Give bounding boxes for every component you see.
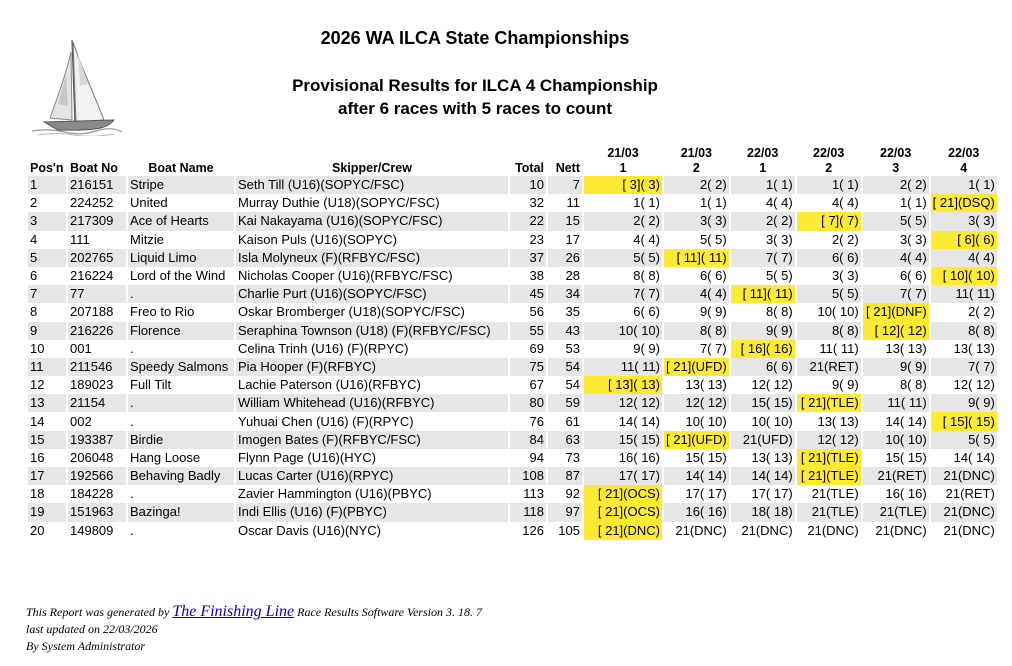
cell-race-result: 21(DNC) [943,522,995,538]
cell-pos: 3 [28,212,66,230]
cell-skipper: Lachie Paterson (U16)(RFBYC) [238,377,421,393]
cell-race-result: 4( 4) [863,249,929,267]
cell-skipper: William Whitehead (U16)(RFBYC) [236,394,508,412]
cell-skipper: Seraphina Townson (U18) (F)(RFBYC/FSC) [236,322,508,340]
cell-boat-no: 193387 [68,431,126,449]
cell-boat-no: 206048 [70,449,114,465]
cell-pos: 4 [30,231,38,247]
table-row [28,176,997,194]
cell-race-result: 13( 13) [953,340,995,356]
cell-race-result: 14( 14) [664,467,729,485]
cell-race-result: 2( 2) [731,212,795,230]
cell-boat-name: Behaving Badly [128,467,234,485]
cell-total: 76 [529,413,544,429]
cell-race-result: [ 21](OCS) [584,485,662,503]
cell-total: 67 [529,377,544,393]
cell-total: 23 [529,231,544,247]
cell-race-result: 1( 1) [899,195,927,211]
cell-race-result: [ 21](DNF) [863,303,929,321]
cell-total: 55 [510,322,546,340]
cell-race-result: 5( 5) [765,268,793,284]
cell-race-result: 12( 12) [584,394,662,412]
generated-by-line: This Report was generated by The Finishing Line Race Results Software Version 3. 18. 7 [26,603,482,620]
cell-race-result: 21(RET) [945,486,995,502]
cell-race-result: 5( 5) [931,431,997,449]
cell-race-result: 11( 11) [819,340,859,356]
cell-race-result: 2( 2) [584,212,662,230]
cell-race-result: 11( 11) [863,394,929,412]
cell-race-result: 13( 13) [685,377,727,393]
header-race: 22/03 1 [747,146,779,175]
table-row [28,376,997,394]
cell-skipper: Oscar Davis (U16)(NYC) [238,522,382,538]
cell-race-result: 21(DNC) [807,522,859,538]
cell-nett: 43 [548,322,582,340]
cell-race-result: 7( 7) [699,340,727,356]
cell-race-result: 6( 6) [633,304,660,320]
cell-total: 80 [510,394,546,412]
cell-race-result: 1( 1) [731,176,795,194]
cell-pos: 2 [30,195,38,211]
cell-boat-name: Ace of Hearts [128,212,234,230]
header-race: 21/03 1 [607,146,639,175]
table-row [28,394,997,412]
cell-race-result: [ 11]( 11) [731,285,795,303]
cell-race-result: [ 21](TLE) [797,394,861,412]
cell-pos: 17 [28,467,66,485]
cell-nett: 87 [548,467,582,485]
table-row [28,322,997,340]
cell-boat-name: Hang Loose [130,449,201,465]
cell-nett: 63 [548,431,582,449]
cell-total: 37 [510,249,546,267]
cell-race-result: 21(DNC) [675,522,727,538]
header-pos: Pos'n [30,161,64,175]
cell-race-result: 14( 14) [618,413,660,429]
cell-race-result: [ 12]( 12) [863,322,929,340]
cell-race-result: 21(DNC) [931,467,997,485]
table-row [28,303,997,321]
table-row [28,231,997,249]
cell-race-result: 12( 12) [953,377,995,393]
table-row [28,212,997,230]
results-body [28,176,997,540]
cell-skipper: Lucas Carter (U16)(RPYC) [236,467,508,485]
cell-total: 126 [522,522,544,538]
cell-race-result: [ 11]( 11) [664,249,729,267]
cell-race-result: 8( 8) [633,268,660,284]
cell-race-result: 18( 18) [731,503,795,521]
cell-race-result: 21(DNC) [875,522,927,538]
sailboat-logo-icon [28,34,124,136]
cell-race-result: 5( 5) [584,249,662,267]
cell-skipper: Imogen Bates (F)(RFBYC/FSC) [236,431,508,449]
cell-nett: 28 [565,268,580,284]
cell-race-result: [ 21](UFD) [664,431,729,449]
races-count-subtitle: after 6 races with 5 races to count [338,99,612,118]
cell-race-result: 21(UFD) [731,431,795,449]
cell-boat-name: Bazinga! [128,503,234,521]
cell-nett: 105 [558,522,580,538]
cell-race-result: 4( 4) [831,195,859,211]
table-row [28,358,997,376]
cell-race-result: 9( 9) [831,377,859,393]
cell-race-result: 16( 16) [885,486,927,502]
cell-nett: 7 [548,176,582,194]
cell-skipper: Yuhuai Chen (U16) (F)(RPYC) [238,413,414,429]
cell-race-result: [ 21](DNC) [584,522,662,540]
table-row [28,485,997,503]
cell-race-result: 2( 2) [831,231,859,247]
table-row [28,431,997,449]
cell-nett: 97 [548,503,582,521]
header-boat-name: Boat Name [148,161,214,175]
cell-race-result: 9( 9) [731,322,795,340]
cell-pos: 6 [30,268,38,284]
cell-boat-name: Stripe [128,176,234,194]
table-row [28,412,997,430]
cell-total: 45 [510,285,546,303]
cell-race-result: 21(DNC) [741,522,793,538]
cell-race-result: 17( 17) [751,486,793,502]
cell-boat-no: 189023 [70,377,114,393]
header-race: 21/03 2 [680,146,712,175]
cell-race-result: 7( 7) [931,358,997,376]
cell-total: 84 [510,431,546,449]
cell-boat-no: 216151 [68,176,126,194]
cell-boat-no: 111 [70,231,90,247]
cell-boat-name: . [130,486,134,502]
page-title: 2026 WA ILCA State Championships [320,28,630,48]
cell-race-result: 3( 3) [931,212,997,230]
cell-race-result: [ 3]( 3) [584,176,662,194]
cell-race-result: [ 21](UFD) [664,358,729,376]
cell-boat-name: . [128,285,234,303]
cell-boat-no: 21154 [68,394,126,412]
cell-skipper: Seth Till (U16)(SOPYC/FSC) [236,176,508,194]
cell-total: 118 [510,503,546,521]
cell-boat-no: 184228 [70,486,114,502]
finishing-line-link[interactable]: The Finishing Line [172,603,295,620]
cell-race-result: 7( 7) [731,249,795,267]
cell-race-result: 12( 12) [664,394,729,412]
cell-race-result: 9( 9) [633,340,660,356]
cell-skipper: Flynn Page (U16)(HYC) [238,449,376,465]
cell-race-result: 21(TLE) [797,503,861,521]
cell-nett: 11 [566,195,580,211]
cell-boat-no: 224252 [70,195,114,211]
cell-race-result: 4( 4) [765,195,793,211]
cell-boat-name: United [130,195,168,211]
cell-race-result: 21(DNC) [931,503,997,521]
cell-race-result: 9( 9) [863,358,929,376]
cell-nett: 73 [565,449,580,465]
cell-race-result: 6( 6) [731,358,795,376]
cell-race-result: 21(RET) [863,467,929,485]
table-row [28,249,997,267]
cell-race-result: [ 21](OCS) [584,503,662,521]
cell-skipper: Kai Nakayama (U16)(SOPYC/FSC) [236,212,508,230]
cell-race-result: 10( 10) [863,431,929,449]
cell-nett: 35 [565,304,580,320]
cell-race-result: 7( 7) [584,285,662,303]
cell-boat-no: 151963 [68,503,126,521]
cell-boat-no: 216226 [68,322,126,340]
cell-total: 113 [523,486,544,502]
cell-race-result: 2( 2) [664,176,729,194]
cell-pos: 7 [28,285,66,303]
cell-race-result: 1( 1) [931,176,997,194]
table-row [28,522,997,540]
cell-race-result: 21(TLE) [863,503,929,521]
cell-race-result: 15( 15) [731,394,795,412]
cell-race-result: 16( 16) [618,449,660,465]
cell-nett: 34 [548,285,582,303]
cell-nett: 61 [565,413,580,429]
cell-race-result: [ 13]( 13) [584,376,662,394]
header-boat-no: Boat No [70,161,118,175]
cell-boat-no: 002 [70,413,92,429]
cell-boat-name: . [130,340,134,356]
cell-race-result: 6( 6) [899,268,927,284]
cell-boat-name: Mitzie [130,231,164,247]
cell-total: 10 [510,176,546,194]
table-row [28,285,997,303]
last-updated: last updated on 22/03/2026 [26,622,158,636]
header-nett: Nett [555,161,580,175]
table-header-row [28,146,997,176]
cell-race-result: 11( 11) [931,285,997,303]
cell-race-result: 10( 10) [817,304,859,320]
cell-race-result: [ 15]( 15) [931,412,997,430]
cell-race-result: 1( 1) [633,195,660,211]
header-race: 22/03 2 [813,146,845,175]
cell-total: 75 [510,358,546,376]
cell-nett: 54 [548,358,582,376]
cell-pos: 1 [28,176,66,194]
cell-boat-no: 202765 [68,249,126,267]
cell-skipper: Murray Duthie (U18)(SOPYC/FSC) [238,195,440,211]
cell-race-result: 11( 11) [584,358,662,376]
cell-total: 22 [510,212,546,230]
cell-race-result: 14( 14) [731,467,795,485]
cell-race-result: 10( 10) [584,322,662,340]
table-row [28,449,997,467]
cell-total: 56 [529,304,544,320]
cell-boat-name: Freo to Rio [130,304,195,320]
cell-pos: 15 [28,431,66,449]
cell-race-result: 9( 9) [699,304,727,320]
cell-boat-name: Speedy Salmons [128,358,234,376]
cell-race-result: [ 21](TLE) [797,467,861,485]
cell-race-result: 3( 3) [765,231,793,247]
table-row [28,194,997,212]
cell-race-result: 15( 15) [885,449,927,465]
cell-pos: 12 [30,377,45,393]
cell-pos: 9 [28,322,66,340]
cell-race-result: 8( 8) [797,322,861,340]
cell-race-result: 8( 8) [664,322,729,340]
cell-race-result: 21(RET) [797,358,861,376]
cell-pos: 16 [30,449,45,465]
cell-pos: 19 [28,503,66,521]
results-table [26,146,999,540]
cell-skipper: Oskar Bromberger (U18)(SOPYC/FSC) [238,304,465,320]
cell-race-result: 12( 12) [751,377,793,393]
table-row [28,503,997,521]
cell-pos: 14 [30,413,45,429]
cell-boat-name: Birdie [128,431,234,449]
cell-boat-no: 77 [68,285,126,303]
cell-race-result: [ 21](TLE) [797,449,861,467]
cell-race-result: 13( 13) [817,413,859,429]
cell-race-result: [ 16]( 16) [731,340,795,358]
cell-race-result: 13( 13) [751,449,793,465]
cell-race-result: 16( 16) [664,503,729,521]
cell-boat-name: . [130,522,134,538]
cell-pos: 13 [28,394,66,412]
cell-total: 69 [529,340,544,356]
cell-total: 94 [529,449,544,465]
cell-boat-name: . [130,413,134,429]
cell-race-result: 6( 6) [699,268,727,284]
cell-race-result: 4( 4) [931,249,997,267]
cell-race-result: 10( 10) [751,413,793,429]
cell-boat-name: Full Tilt [130,377,172,393]
cell-race-result: 5( 5) [699,231,727,247]
cell-race-result: 9( 9) [931,394,997,412]
cell-skipper: Nicholas Cooper (U16)(RFBYC/FSC) [238,268,453,284]
cell-race-result: [ 21](DSQ) [931,194,997,212]
header-skipper: Skipper/Crew [332,161,412,175]
cell-skipper: Celina Trinh (U16) (F)(RPYC) [238,340,409,356]
cell-boat-no: 207188 [70,304,114,320]
cell-boat-no: 211546 [68,358,126,376]
cell-race-result: 2( 2) [863,176,929,194]
cell-race-result: 21(TLE) [811,486,859,502]
cell-pos: 11 [28,358,66,376]
cell-race-result: 8( 8) [765,304,793,320]
cell-pos: 18 [30,486,45,502]
table-row [28,340,997,358]
cell-pos: 20 [30,522,45,538]
cell-race-result: 3( 3) [664,212,729,230]
cell-skipper: Isla Molyneux (F)(RFBYC/FSC) [236,249,508,267]
cell-race-result: 15( 15) [685,449,727,465]
cell-nett: 92 [565,486,580,502]
cell-nett: 53 [565,340,580,356]
cell-race-result: 4( 4) [664,285,729,303]
header-race: 22/03 4 [948,146,980,175]
cell-race-result: 15( 15) [584,431,662,449]
results-subtitle: Provisional Results for ILCA 4 Championship [292,76,658,95]
cell-skipper: Charlie Purt (U16)(SOPYC/FSC) [236,285,508,303]
cell-boat-no: 192566 [68,467,126,485]
cell-skipper: Kaison Puls (U16)(SOPYC) [238,231,397,247]
cell-boat-name: . [128,394,234,412]
cell-race-result: 5( 5) [797,285,861,303]
cell-skipper: Zavier Hammington (U16)(PBYC) [238,486,432,502]
cell-boat-no: 216224 [70,268,114,284]
header-total: Total [515,161,544,175]
table-row [28,267,997,285]
cell-race-result: 1( 1) [797,176,861,194]
cell-pos: 8 [30,304,38,320]
cell-total: 32 [529,195,544,211]
cell-skipper: Pia Hooper (F)(RFBYC) [236,358,508,376]
cell-race-result: 3( 3) [831,268,859,284]
cell-total: 38 [529,268,544,284]
cell-race-result: [ 7]( 7) [797,212,861,230]
cell-boat-name: Lord of the Wind [130,268,226,284]
cell-race-result: 14( 14) [953,449,995,465]
cell-boat-no: 001 [70,340,92,356]
cell-race-result: 10( 10) [685,413,727,429]
report-footer [26,603,482,655]
cell-boat-no: 217309 [68,212,126,230]
cell-race-result: 6( 6) [797,249,861,267]
cell-pos: 5 [28,249,66,267]
cell-race-result: 8( 8) [931,322,997,340]
cell-nett: 15 [548,212,582,230]
cell-race-result: 17( 17) [584,467,662,485]
cell-pos: 10 [30,340,45,356]
header-race: 22/03 3 [880,146,912,175]
cell-race-result: [ 10]( 10) [931,267,997,285]
cell-race-result: 12( 12) [797,431,861,449]
cell-nett: 26 [548,249,582,267]
cell-race-result: 2( 2) [968,304,995,320]
cell-total: 108 [510,467,546,485]
author-line: By System Administrator [26,639,146,653]
cell-boat-name: Liquid Limo [128,249,234,267]
cell-race-result: 1( 1) [699,195,727,211]
cell-race-result: 17( 17) [685,486,727,502]
cell-boat-no: 149809 [70,522,114,538]
cell-race-result: 3( 3) [899,231,927,247]
cell-boat-name: Florence [128,322,234,340]
cell-race-result: 8( 8) [899,377,927,393]
cell-race-result: 14( 14) [885,413,927,429]
cell-skipper: Indi Ellis (U16) (F)(PBYC) [236,503,508,521]
table-row [28,467,997,485]
cell-race-result: [ 6]( 6) [931,231,997,249]
cell-race-result: 4( 4) [633,231,660,247]
cell-race-result: 13( 13) [885,340,927,356]
cell-nett: 54 [565,377,580,393]
cell-race-result: 5( 5) [863,212,929,230]
cell-nett: 59 [548,394,582,412]
cell-race-result: 7( 7) [863,285,929,303]
cell-nett: 17 [565,231,580,247]
